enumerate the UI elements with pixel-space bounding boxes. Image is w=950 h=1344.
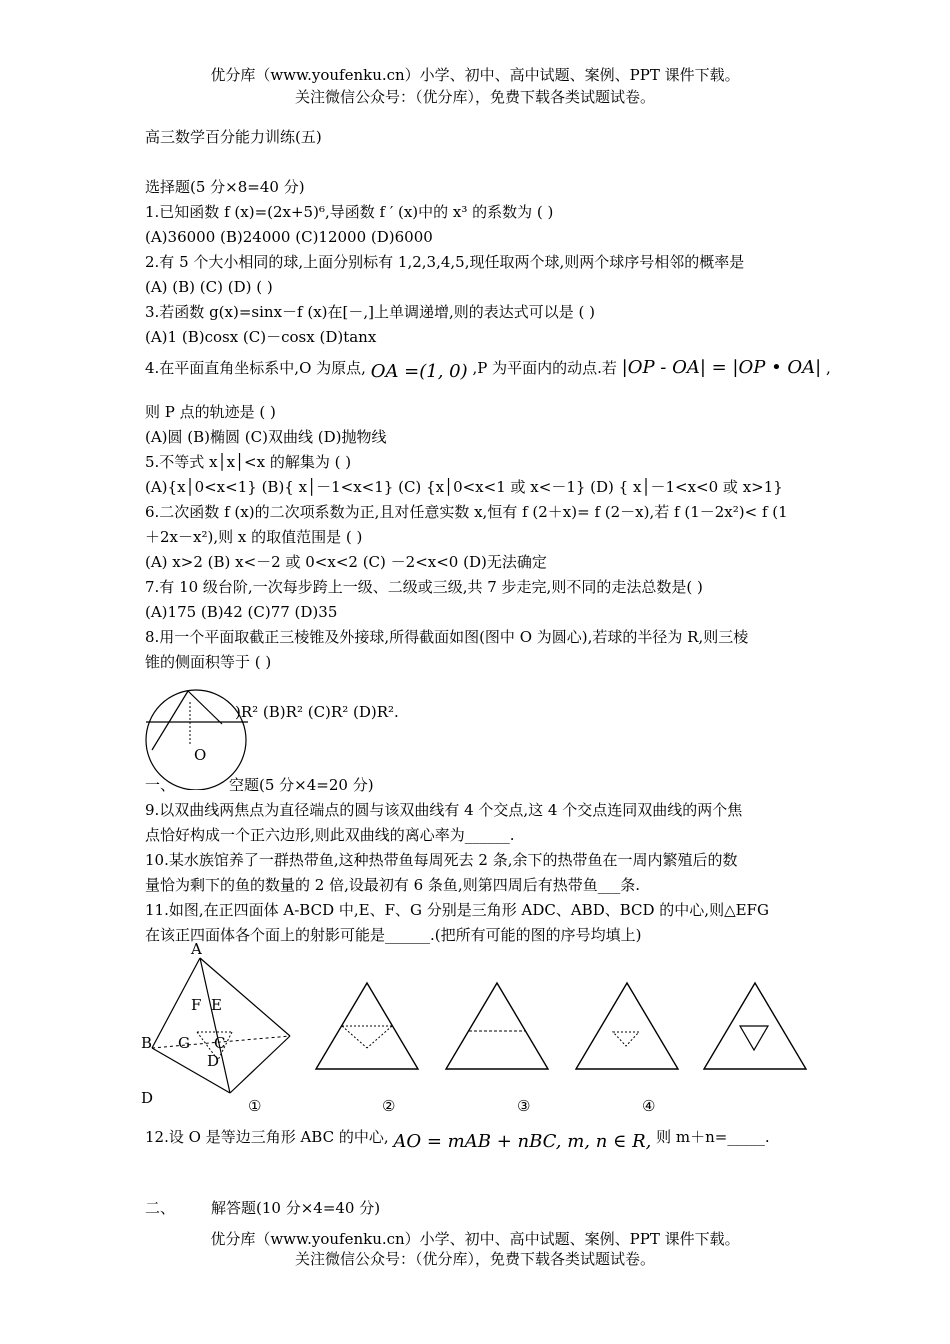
figure-number-1: ① [248,1097,262,1115]
question-4-text-a: 4.在平面直角坐标系中,O 为原点, [145,359,366,377]
section-fill-heading-num: 一、 [145,776,176,794]
question-6-options: (A) x>2 (B) x<－2 或 0<x<2 (C) －2<x<0 (D)无法确定 [145,553,547,571]
vector-formula-condition: |OP - OA| = |OP • OA| [621,357,822,378]
question-12-text-b: 则 m＋n=_____. [656,1128,770,1146]
question-7: 7.有 10 级台阶,一次每步跨上一级、二级或三级,共 7 步走完,则不同的走法总数是( ) [145,578,703,596]
projection-figure-5 [700,980,810,1072]
question-10-line-1: 10.某水族馆养了一群热带鱼,这种热带鱼每周死去 2 条,余下的热带鱼在一周内繁殖后的数 [145,851,738,869]
circle-center-label: O [194,746,207,764]
question-9-line-1: 9.以双曲线两焦点为直径端点的圆与该双曲线有 4 个交点,这 4 个交点连同双曲线的两个焦 [145,801,743,819]
question-5-options: (A){x│0<x<1} (B){ x│－1<x<1} (C) {x│0<x<1 或 x<－1} (D) { x│－1<x<0 或 x>1} [145,478,783,496]
point-label-e: E [211,996,222,1014]
projection-figure-2 [312,980,422,1072]
figure-number-3: ③ [517,1097,531,1115]
question-3-options: (A)1 (B)cosx (C)－cosx (D)tanx [145,328,377,346]
question-8-line-1: 8.用一个平面取截正三棱锥及外接球,所得截面如图(图中 O 为圆心),若球的半径为 R,则三棱 [145,628,749,646]
vector-formula-oa: OA =(1, 0) [370,361,468,382]
header-line-1: 优分库（www.youfenku.cn）小学、初中、高中试题、案例、PPT 课件下载。 [210,66,740,84]
vertex-label-b: B [141,1034,153,1052]
header-line-2: 关注微信公众号：（优分库），免费下载各类试题试卷。 [294,88,655,106]
vertex-label-c: C [214,1034,226,1052]
projection-figure-4 [572,980,682,1072]
question-12 [145,1127,770,1152]
figure-number-2: ② [382,1097,396,1115]
question-2: 2.有 5 个大小相同的球,上面分别标有 1,2,3,4,5,现任取两个球,则两个球序号相邻的概率是 [145,253,745,271]
question-4-text-b: ,P 为平面内的动点.若 [472,359,617,377]
question-1-options: (A)36000 (B)24000 (C)12000 (D)6000 [145,228,433,246]
section-answer-heading: 解答题(10 分×4=40 分) [211,1199,381,1217]
question-6-line-2: ＋2x－x²),则 x 的取值范围是 ( ) [145,528,363,546]
question-6-line-1: 6.二次函数 f (x)的二次项系数为正,且对任意实数 x,恒有 f (2＋x)= f (2－x),若 f (1－2x²)< f (1 [145,503,788,521]
figure-number-4: ④ [642,1097,656,1115]
question-7-options: (A)175 (B)42 (C)77 (D)35 [145,603,338,621]
tetrahedron-figure [140,950,300,1100]
question-5: 5.不等式 x│x│<x 的解集为 ( ) [145,453,352,471]
point-label-f: F [191,996,202,1014]
question-9-line-2: 点恰好构成一个正六边形,则此双曲线的离心率为______. [145,826,515,844]
point-label-g: G [178,1034,190,1052]
question-11-line-2: 在该正四面体各个面上的射影可能是______.(把所有可能的图的序号均填上) [145,926,642,944]
inner-label-d: D [207,1052,220,1070]
question-8-options: )R² (B)R² (C)R² (D)R². [235,703,399,721]
question-4-text-c: , [826,359,831,377]
question-4-options: (A)圆 (B)椭圆 (C)双曲线 (D)抛物线 [145,428,387,446]
footer-line-2: 关注微信公众号：（优分库），免费下载各类试题试卷。 [294,1250,655,1268]
section-answer-heading-num: 二、 [145,1199,176,1217]
question-4 [145,357,831,382]
projection-figure-3 [442,980,552,1072]
question-12-text-a: 12.设 O 是等边三角形 ABC 的中心, [145,1128,389,1146]
section-fill-heading: 空题(5 分×4=20 分) [229,776,374,794]
question-4-line-2: 则 P 点的轨迹是 ( ) [145,403,276,421]
question-11-line-1: 11.如图,在正四面体 A-BCD 中,E、F、G 分别是三角形 ADC、ABD、BCD 的中心,则△EFG [145,901,769,919]
question-2-options: (A) (B) (C) (D) ( ) [145,278,273,296]
question-10-line-2: 量恰为剩下的鱼的数量的 2 倍,设最初有 6 条鱼,则第四周后有热带鱼___条. [145,876,640,894]
question-3: 3.若函数 g(x)=sinx－f (x)在[－,]上单调递增,则的表达式可以是 ( ) [145,303,595,321]
section-choice-heading: 选择题(5 分×8=40 分) [145,178,305,196]
question-1: 1.已知函数 f (x)=(2x+5)⁶,导函数 f ′ (x)中的 x³ 的系数为 ( ) [145,203,554,221]
page-title: 高三数学百分能力训练(五) [145,128,322,146]
vertex-label-a: A [191,940,202,958]
question-8-line-2: 锥的侧面积等于 ( ) [145,653,272,671]
vector-formula-ao: AO = mAB + nBC, m, n ∈ R, [393,1131,652,1152]
vertex-label-d: D [141,1089,154,1107]
footer-line-1: 优分库（www.youfenku.cn）小学、初中、高中试题、案例、PPT 课件下载。 [210,1230,740,1248]
